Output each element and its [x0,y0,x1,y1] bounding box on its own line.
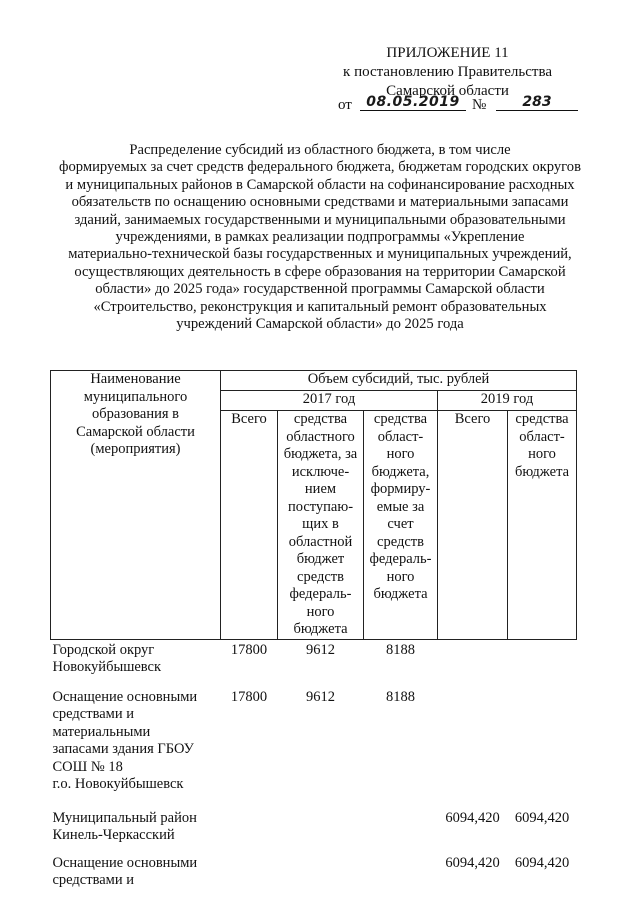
cell-reg-2017 [278,810,364,855]
heading-line: области» до 2025 года» государственной программы Самарской области [95,281,545,298]
heading-line: осуществляющих деятельность в сфере образования на территории Самарской [74,263,566,280]
header-regional-2019-line: област- [519,428,565,445]
row-name-line: Оснащение основными [52,854,198,871]
cell-total-2019: 6094,420 [445,854,500,871]
header-regional-2019-line: ного [528,446,556,462]
cell-reg-2017: 9612 [306,641,335,658]
decree-number: 283 [496,94,578,111]
heading-line: материально-технической базы государственных и муниципальных учреждений, [68,246,572,263]
row-name-line: Городской округ [52,641,155,658]
header-regional-fed-line: средств [377,533,424,550]
row-name-line: Оснащение основными [52,688,198,705]
cell-total-2019 [438,689,508,810]
row-name-line: Новокуйбышевск [52,659,162,675]
heading-line: учреждений Самарской области» до 2025 года [176,316,464,333]
cell-reg-2019 [508,689,577,810]
header-regional-excl-line: бюджета, за [283,446,358,462]
header-regional-excl-line: нием [304,481,337,497]
header-regional-excl-line: областной [288,533,353,550]
header-regional-fed-line: ного [386,568,415,585]
header-regional-2019-line: средства [515,411,569,427]
header-name-line: Самарской области [76,423,195,440]
decree-signature-line [338,94,578,117]
row-name-line: Муниципальный район [52,809,197,826]
table-row [51,689,577,810]
heading-line: зданий, занимаемых государственными и муниципальными образовательными [74,211,566,228]
heading-line: обязательств по оснащению основными средствами и материальными запасами [71,194,569,211]
header-regional-fed-line: счет [387,516,414,532]
annex-line3: Самарской области [386,83,509,99]
header-total-2017: Всего [221,411,278,640]
header-year-2019: 2019 год [438,391,577,411]
row-name-line: материальными [52,723,151,740]
annex-block [343,44,552,101]
header-regional-excl-line: средства [293,411,348,427]
header-regional-fed-line: формиру- [370,481,431,497]
cell-total-2017 [221,855,278,890]
cell-reg-2017: 9612 [306,688,335,705]
number-prefix: № [472,97,487,113]
header-name-line: Наименование [90,371,181,387]
header-regional-fed-2017 [364,411,438,640]
header-regional-excl-2017 [278,411,364,640]
cell-total-2017: 17800 [230,688,268,705]
cell-reg-2017 [278,855,364,890]
cell-fed-2017 [364,855,438,890]
annex-title: ПРИЛОЖЕНИЕ 11 [386,45,509,61]
header-regional-excl-line: бюджета [293,621,348,637]
subsidy-table [50,370,577,890]
row-name [51,810,221,855]
cell-reg-2019 [508,639,577,689]
cell-fed-2017 [364,810,438,855]
header-regional-excl-line: поступаю- [287,498,354,515]
cell-reg-2019: 6094,420 [514,854,570,871]
row-name [51,855,221,890]
table-row [51,810,577,855]
heading-line: «Строительство, реконструкция и капитальный ремонт образовательных [93,298,547,315]
header-regional-2019 [508,411,577,640]
header-name-line: образования в [92,406,179,422]
cell-fed-2017: 8188 [386,688,415,705]
cell-total-2017 [221,810,278,855]
heading-line: и муниципальных районов в Самарской области на софинансирование расходных [65,176,575,193]
header-total-2019: Всего [438,411,508,640]
cell-total-2017: 17800 [230,641,268,658]
table-row [51,855,577,890]
cell-total-2019 [438,639,508,689]
header-regional-fed-line: ного [386,446,415,462]
document-heading [40,142,600,333]
header-regional-excl-line: федераль- [289,586,352,602]
header-regional-fed-line: емые за [376,498,425,515]
header-regional-excl-line: областного [286,428,355,445]
heading-line: учреждениями, в рамках реализации подпрограммы «Укрепление [115,229,525,246]
cell-reg-2019: 6094,420 [514,809,570,826]
header-name-line: муниципального [83,388,188,405]
header-regional-excl-line: щих в [302,516,339,532]
header-regional-fed-line: бюджета [373,586,428,602]
header-regional-excl-line: бюджет [296,551,345,567]
row-name-line: средствами и [52,872,134,888]
row-name-line: г.о. Новокуйбышевск [52,776,184,792]
header-regional-2019-line: бюджета [514,463,570,480]
header-year-2017: 2017 год [221,391,438,411]
header-name-cell [51,371,221,640]
row-name-line: СОШ № 18 [52,758,123,775]
date-prefix: от [338,97,352,113]
header-regional-excl-line: ного [306,603,335,620]
row-name [51,689,221,810]
heading-line: Распределение субсидий из областного бюджета, в том числе [129,142,511,158]
decree-date: 08.05.2019 [360,94,466,111]
table-row [51,639,577,689]
header-name-line: (мероприятия) [90,441,181,457]
header-volume: Объем субсидий, тыс. рублей [221,371,577,391]
heading-line: формируемых за счет средств федерального бюджета, бюджетам городских округов [59,159,581,176]
row-name [51,639,221,689]
cell-total-2019: 6094,420 [445,809,500,826]
annex-line2: к постановлению Правительства [343,64,552,80]
row-name-line: запасами здания ГБОУ [52,741,194,757]
header-regional-fed-line: федераль- [369,551,432,567]
header-regional-fed-line: бюджета, [371,463,430,480]
header-regional-excl-line: исключе- [291,463,350,480]
header-regional-excl-line: средств [297,568,344,585]
cell-fed-2017: 8188 [386,641,415,658]
row-name-line: Кинель-Черкасский [52,827,175,843]
row-name-line: средствами и [52,706,134,722]
header-regional-fed-line: средства [373,411,428,427]
header-regional-fed-line: област- [377,428,424,445]
